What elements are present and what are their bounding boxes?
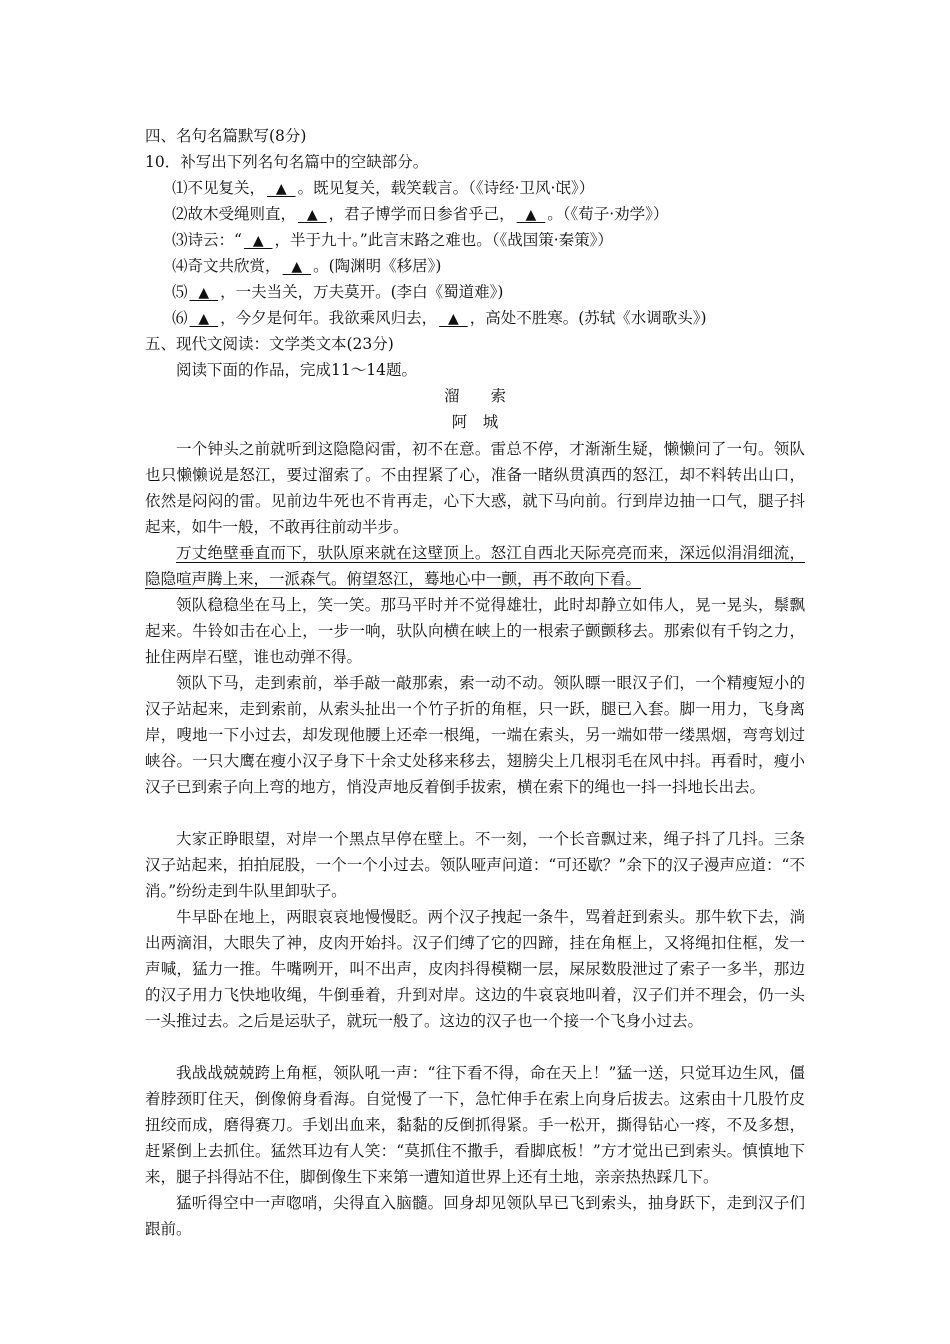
fill-item-5: ⑸ ▲ ，一夫当关，万夫莫开。(李白《蜀道难》) (172, 280, 503, 305)
fill-item-6: ⑹ ▲ ，今夕是何年。我欲乘风归去， ▲ ，高处不胜寒。(苏轼《水调歌头》) (172, 306, 707, 331)
paragraph-5: 大家正睁眼望，对岸一个黑点早停在壁上。不一刻，一个长音飘过来，绳子抖了几抖。三条汉子站起来，拍拍屁股，一个一个小过去。领队哑声问道：“可还歇？”余下的汉子漫声应道：“不消。”纷纷走到牛队里卸驮子。 (145, 830, 805, 900)
paragraph-8: 猛听得空中一声唿哨，尖得直入脑髓。回身却见领队早已飞到索头，抽身跃下，走到汉子们跟前。 (145, 1194, 805, 1238)
paragraph-7: 我战战兢兢跨上角框，领队吼一声：“往下看不得，命在天上！”猛一送，只觉耳边生风，僵着脖颈盯住天，倒像俯身看海。自觉慢了一下，急忙伸手在索上向身后拔去。这索由十几股竹皮扭绞而成，磨得赛刀。手划出血来，黏黏的反倒抓得紧。手一松开，撕得钻心一疼，不及多想，赶紧倒上去抓住。猛然耳边有人笑：“莫抓住不撒手，看脚底板！”方才觉出已到索头。慎慎地下来，腿子抖得站不住，脚倒像生下来第一遭知道世界上还有土地，亲亲热热踩几下。 (145, 1064, 805, 1186)
fill-item-1: ⑴不见复关， ▲ 。既见复关，载笑载言。（《诗经·卫风·氓》） (172, 176, 594, 201)
question-10: 10．补写出下列名句名篇中的空缺部分。 (145, 153, 429, 171)
paragraph-2-underlined: 万丈绝壁垂直而下，驮队原来就在这壁顶上。怒江自西北天际亮亮而来，深远似涓涓细流，隐隐喧声腾上来，一派森气。俯望怒江，蓦地心中一颤，再不敢向下看。 (145, 544, 805, 588)
article-author: 阿 城 (451, 413, 499, 431)
answer-blank[interactable]: ▲ (439, 311, 468, 327)
answer-blank[interactable]: ▲ (189, 285, 219, 301)
paragraph-1: 一个钟头之前就听到这隐隐闷雷，初不在意。雷总不停，才渐渐生疑，懒懒问了一句。领队也只懒懒说是怒江，要过溜索了。不由捏紧了心，准备一睹纵贯滇西的怒江，却不料转出山口，依然是闷闷的雷。见前边牛死也不肯再走，心下大惑，就下马向前。行到岸边抽一口气，腿子抖起来，如牛一般，不敢再往前动半步。 (145, 440, 805, 536)
fill-item-3: ⑶诗云：“ ▲ ，半于九十。”此言末路之难也。（《战国策·秦策》） (172, 228, 613, 253)
answer-blank[interactable]: ▲ (267, 181, 296, 197)
fill-item-4: ⑷奇文共欣赏， ▲ 。(陶渊明《移居》) (172, 254, 441, 279)
reading-instruction: 阅读下面的作品，完成11～14题。 (176, 361, 417, 379)
paragraph-3: 领队稳稳坐在马上，笑一笑。那马平时并不觉得雄壮，此时却静立如伟人，晃一晃头，鬃飘起来。牛铃如击在心上，一步一响，驮队向横在峡上的一根索子颤颤移去。那索似有千钧之力，扯住两岸石壁，谁也动弹不得。 (145, 596, 805, 666)
answer-blank[interactable]: ▲ (282, 259, 312, 275)
answer-blank[interactable]: ▲ (189, 311, 219, 327)
answer-blank[interactable]: ▲ (516, 207, 546, 223)
section4-heading: 四、名句名篇默写(8分) (145, 127, 307, 145)
answer-blank[interactable]: ▲ (298, 207, 327, 223)
article-title: 溜 索 (443, 387, 506, 405)
paragraph-4: 领队下马，走到索前，举手敲一敲那索，索一动不动。领队瞟一眼汉子们，一个精瘦短小的汉子站起来，走到索前，从索头扯出一个竹子折的角框，只一跃，腿已入套。脚一用力，飞身离岸，嗖地一下小过去，却发现他腰上还牵一根绳，一端在索头，另一端如带一缕黑烟，弯弯划过峡谷。一只大鹰在瘦小汉子身下十余丈处移来移去，翅膀尖上几根羽毛在风中抖。再看时，瘦小汉子已到索子向上弯的地方，悄没声地反着倒手拔索，横在索下的绳也一抖一抖地长出去。 (145, 674, 805, 796)
fill-item-2: ⑵故木受绳则直， ▲ ，君子博学而日参省乎己， ▲ 。（《荀子·劝学》） (172, 202, 668, 227)
paragraph-6: 牛早卧在地上，两眼哀哀地慢慢眨。两个汉子拽起一条牛，骂着赶到索头。那牛软下去，淌出两滴泪，大眼失了神，皮肉开始抖。汉子们缚了它的四蹄，挂在角框上，又将绳扣住框，发一声喊，猛力一推。牛嘴咧开，叫不出声，皮肉抖得模糊一层，屎尿数股泄过了索子一多半，那边的汉子用力飞快地收绳，牛倒垂着，升到对岸。这边的牛哀哀地叫着，汉子们并不理会，仍一头一头推过去。之后是运驮子，就玩一般了。这边的汉子也一个接一个飞身小过去。 (145, 908, 805, 1030)
section5-heading: 五、现代文阅读：文学类文本(23分) (145, 335, 394, 353)
answer-blank[interactable]: ▲ (243, 233, 273, 249)
